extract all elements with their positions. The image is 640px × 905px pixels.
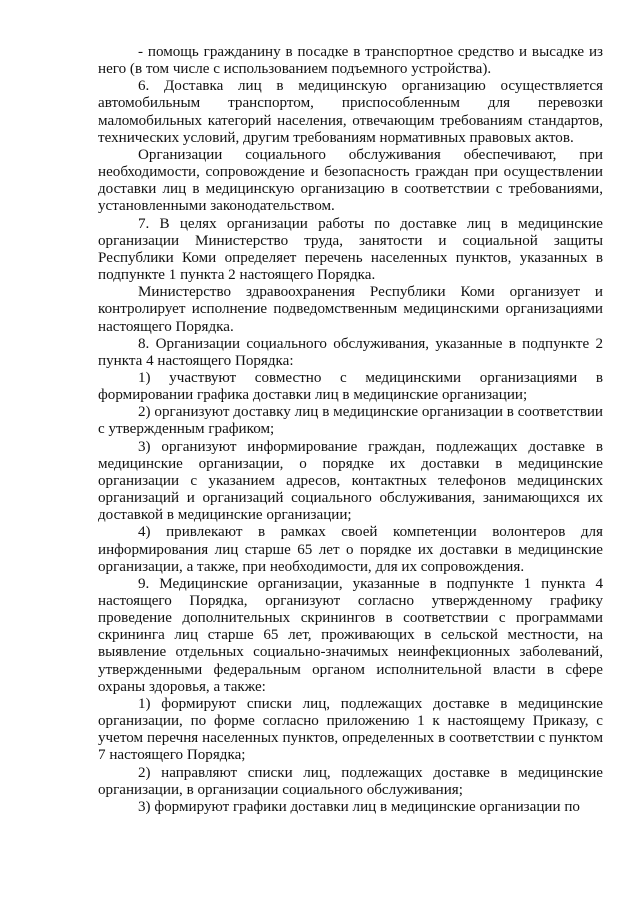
paragraph-item-9-sub-2: 2) направляют списки лиц, подлежащих доставке в медицинские организации, в организации социального обслуживания; (98, 764, 603, 798)
paragraph-item-9-sub-1: 1) формируют списки лиц, подлежащих доставке в медицинские организации, по форме согласно приложению 1 к настоящему Приказу, с учетом перечня населенных пунктов, определенных в соответствии с пунктом 7 настоящего Порядка; (98, 695, 603, 764)
paragraph-health-ministry: Министерство здравоохранения Республики Коми организует и контролирует исполнение подведомственным медицинскими организациями настоящего Порядка. (98, 284, 603, 335)
paragraph-item-8-sub-2: 2) организуют доставку лиц в медицинские организации в соответствии с утвержденным графиком; (98, 404, 603, 438)
paragraph-item-6: 6. Доставка лиц в медицинскую организацию осуществляется автомобильным транспортом, приспособленным для перевозки маломобильных категорий населения, отвечающим требованиям стандартов, технических условий, другим требованиям нормативных правовых актов. (98, 78, 603, 146)
paragraph-item-7: 7. В целях организации работы по доставке лиц в медицинские организации Министерство труда, занятости и социальной защиты Республики Коми определяет перечень населенных пунктов, указанных в подпункте 1 пункта 2 настоящего Порядка. (98, 215, 603, 284)
paragraph-item-9: 9. Медицинские организации, указанные в подпункте 1 пункта 4 настоящего Порядка, организуют согласно утвержденному графику проведение дополнительных скринингов в соответствии с программами скрининга лиц старше 65 лет, проживающих в сельской местности, на выявление отдельных социально-значимых неинфекционных заболеваний, утвержденными федеральным органом исполнительной власти в сфере охраны здоровья, а также: (98, 575, 603, 695)
paragraph-boarding-assistance: - помощь гражданину в посадке в транспортное средство и высадке из него (в том числе с использованием подъемного устройства). (98, 44, 603, 78)
paragraph-item-9-sub-3: 3) формируют графики доставки лиц в медицинские организации по (138, 798, 580, 815)
paragraph-item-8-sub-3: 3) организуют информирование граждан, подлежащих доставке в медицинские организации, о порядке их доставки в медицинские организации с указанием адресов, контактных телефонов медицинских организаций и организаций социального обслуживания, занимающихся их доставкой в медицинские организации; (98, 438, 603, 524)
paragraph-item-8-sub-4: 4) привлекают в рамках своей компетенции волонтеров для информирования лиц старше 65 лет о порядке их доставки в медицинские организации, а также, при необходимости, для их сопровождения. (98, 524, 603, 575)
paragraph-item-8: 8. Организации социального обслуживания, указанные в подпункте 2 пункта 4 настоящего Порядка: (98, 335, 603, 369)
paragraph-social-orgs-escort: Организации социального обслуживания обеспечивают, при необходимости, сопровождение и безопасность граждан при осуществлении доставки лиц в медицинскую организацию в соответствии с требованиями, установленными законодательством. (98, 146, 603, 215)
paragraph-item-8-sub-1: 1) участвуют совместно с медицинскими организациями в формировании графика доставки лиц в медицинские организации; (98, 369, 603, 404)
